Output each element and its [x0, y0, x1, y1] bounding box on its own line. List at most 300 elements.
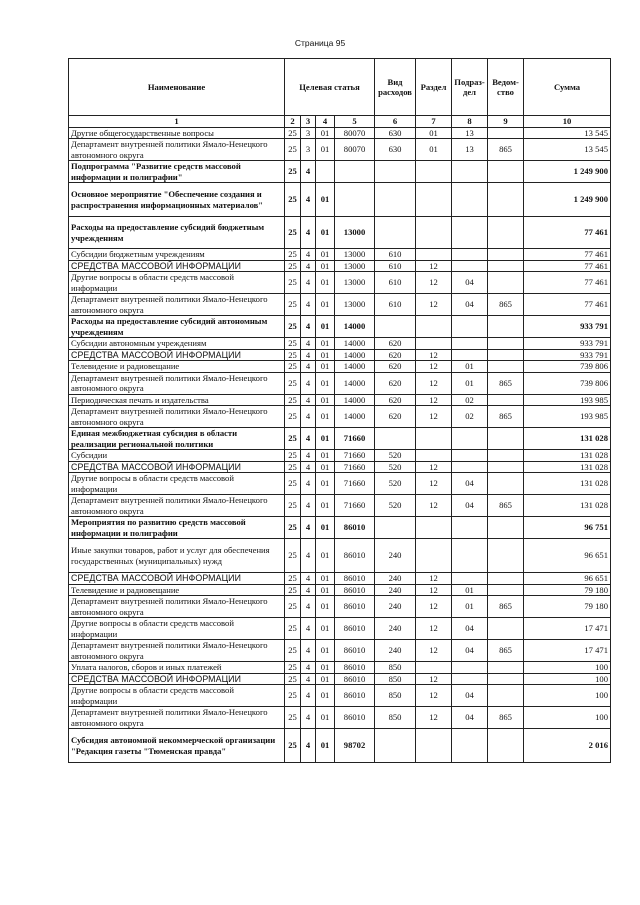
page-number-header: Страница 95 [294, 38, 346, 48]
cell-amount: 77 461 [524, 272, 611, 294]
cell-subprogram: 4 [301, 573, 316, 585]
cell-program: 25 [285, 461, 301, 473]
cell-subprogram: 4 [301, 338, 316, 350]
cell-section [416, 729, 452, 763]
cell-subprogram: 4 [301, 316, 316, 338]
cell-department [488, 183, 524, 217]
cell-section: 12 [416, 707, 452, 729]
cell-subsection: 02 [452, 394, 488, 406]
cell-subprogram: 4 [301, 428, 316, 450]
column-number: 8 [452, 116, 488, 128]
cell-expense-type: 620 [375, 349, 416, 361]
cell-expense-type: 610 [375, 249, 416, 261]
cell-name: Департамент внутренней политики Ямало-Ненецкого автономного округа [69, 707, 285, 729]
cell-direction: 71660 [335, 428, 375, 450]
cell-subsection: 04 [452, 495, 488, 517]
cell-expense-type: 610 [375, 272, 416, 294]
table-row [69, 338, 611, 350]
cell-department [488, 349, 524, 361]
cell-department [488, 729, 524, 763]
cell-subprogram: 4 [301, 394, 316, 406]
cell-program: 25 [285, 272, 301, 294]
cell-main-activity: 01 [316, 539, 335, 573]
cell-section [416, 662, 452, 674]
cell-section [416, 249, 452, 261]
cell-name: Мероприятия по развитию средств массовой информации и полиграфии [69, 517, 285, 539]
column-number: 9 [488, 116, 524, 128]
cell-name: СРЕДСТВА МАССОВОЙ ИНФОРМАЦИИ [69, 461, 285, 473]
cell-amount: 193 985 [524, 394, 611, 406]
cell-amount: 77 461 [524, 260, 611, 272]
cell-amount: 17 471 [524, 618, 611, 640]
cell-program: 25 [285, 584, 301, 596]
cell-subsection: 01 [452, 596, 488, 618]
table-row [69, 618, 611, 640]
cell-program: 25 [285, 161, 301, 183]
cell-expense-type: 240 [375, 618, 416, 640]
table-row [69, 539, 611, 573]
cell-main-activity: 01 [316, 707, 335, 729]
cell-direction [335, 161, 375, 183]
cell-amount: 131 028 [524, 461, 611, 473]
cell-program: 25 [285, 316, 301, 338]
cell-direction: 71660 [335, 473, 375, 495]
column-number: 3 [301, 116, 316, 128]
cell-expense-type [375, 316, 416, 338]
cell-name: Периодическая печать и издательства [69, 394, 285, 406]
cell-department: 865 [488, 139, 524, 161]
table-row [69, 260, 611, 272]
cell-program: 25 [285, 428, 301, 450]
cell-amount: 933 791 [524, 316, 611, 338]
table-header-row [69, 59, 611, 116]
cell-main-activity: 01 [316, 685, 335, 707]
cell-name: Подпрограмма "Развитие средств массовой информации и полиграфии" [69, 161, 285, 183]
cell-name: Другие вопросы в области средств массовой информации [69, 685, 285, 707]
cell-amount: 17 471 [524, 640, 611, 662]
cell-direction: 13000 [335, 260, 375, 272]
cell-amount: 1 249 900 [524, 183, 611, 217]
column-number: 10 [524, 116, 611, 128]
cell-expense-type: 850 [375, 673, 416, 685]
cell-main-activity: 01 [316, 349, 335, 361]
cell-program: 25 [285, 361, 301, 373]
cell-department [488, 428, 524, 450]
cell-department [488, 127, 524, 139]
cell-subsection [452, 729, 488, 763]
cell-program: 25 [285, 127, 301, 139]
cell-name: Департамент внутренней политики Ямало-Ненецкого автономного округа [69, 139, 285, 161]
cell-subprogram: 4 [301, 662, 316, 674]
header-amount: Сумма [524, 59, 611, 116]
table-row [69, 596, 611, 618]
cell-name: Телевидение и радиовещание [69, 361, 285, 373]
table-row [69, 183, 611, 217]
cell-amount: 13 545 [524, 127, 611, 139]
cell-subsection [452, 349, 488, 361]
cell-expense-type: 620 [375, 372, 416, 394]
cell-name: Расходы на предоставление субсидий автономным учреждениям [69, 316, 285, 338]
cell-subprogram: 4 [301, 450, 316, 462]
cell-main-activity: 01 [316, 584, 335, 596]
cell-subprogram: 4 [301, 349, 316, 361]
column-number: 5 [335, 116, 375, 128]
cell-name: СРЕДСТВА МАССОВОЙ ИНФОРМАЦИИ [69, 349, 285, 361]
table-row [69, 707, 611, 729]
cell-direction: 86010 [335, 707, 375, 729]
cell-expense-type: 620 [375, 361, 416, 373]
budget-table-body [69, 127, 611, 763]
cell-main-activity: 01 [316, 517, 335, 539]
cell-subsection: 01 [452, 584, 488, 596]
cell-department: 865 [488, 640, 524, 662]
cell-amount: 739 806 [524, 361, 611, 373]
cell-section [416, 539, 452, 573]
header-department: Ведом-ство [488, 59, 524, 116]
cell-main-activity: 01 [316, 450, 335, 462]
cell-subsection [452, 450, 488, 462]
cell-expense-type: 240 [375, 573, 416, 585]
cell-subsection [452, 249, 488, 261]
cell-subsection: 01 [452, 372, 488, 394]
cell-section: 12 [416, 473, 452, 495]
cell-amount: 96 651 [524, 539, 611, 573]
cell-department: 865 [488, 596, 524, 618]
cell-amount: 131 028 [524, 428, 611, 450]
cell-section: 12 [416, 640, 452, 662]
cell-name: Иные закупки товаров, работ и услуг для обеспечения государственных (муниципальных) нужд [69, 539, 285, 573]
cell-amount: 2 016 [524, 729, 611, 763]
cell-department [488, 573, 524, 585]
cell-direction: 86010 [335, 640, 375, 662]
cell-amount: 96 751 [524, 517, 611, 539]
cell-name: СРЕДСТВА МАССОВОЙ ИНФОРМАЦИИ [69, 573, 285, 585]
cell-subsection: 01 [452, 361, 488, 373]
cell-subsection [452, 673, 488, 685]
cell-department [488, 539, 524, 573]
cell-name: Другие общегосударственные вопросы [69, 127, 285, 139]
cell-expense-type: 620 [375, 394, 416, 406]
cell-program: 25 [285, 539, 301, 573]
cell-direction [335, 183, 375, 217]
cell-name: Департамент внутренней политики Ямало-Ненецкого автономного округа [69, 640, 285, 662]
cell-direction: 14000 [335, 394, 375, 406]
cell-department: 865 [488, 294, 524, 316]
cell-subsection: 04 [452, 640, 488, 662]
table-row [69, 450, 611, 462]
cell-amount: 96 651 [524, 573, 611, 585]
cell-expense-type: 520 [375, 450, 416, 462]
cell-department [488, 338, 524, 350]
cell-amount: 79 180 [524, 596, 611, 618]
cell-department [488, 272, 524, 294]
cell-department [488, 260, 524, 272]
cell-main-activity: 01 [316, 596, 335, 618]
cell-program: 25 [285, 473, 301, 495]
column-number: 2 [285, 116, 301, 128]
cell-expense-type [375, 161, 416, 183]
cell-amount: 131 028 [524, 450, 611, 462]
cell-subsection: 13 [452, 139, 488, 161]
cell-amount: 100 [524, 673, 611, 685]
column-number: 6 [375, 116, 416, 128]
cell-department [488, 361, 524, 373]
cell-section: 12 [416, 394, 452, 406]
cell-section: 12 [416, 596, 452, 618]
cell-subprogram: 4 [301, 584, 316, 596]
cell-section: 12 [416, 260, 452, 272]
cell-section: 01 [416, 139, 452, 161]
cell-expense-type [375, 729, 416, 763]
cell-subsection [452, 217, 488, 249]
cell-section: 12 [416, 573, 452, 585]
cell-amount: 933 791 [524, 338, 611, 350]
cell-expense-type: 240 [375, 596, 416, 618]
cell-direction: 14000 [335, 316, 375, 338]
cell-department [488, 618, 524, 640]
cell-main-activity: 01 [316, 260, 335, 272]
cell-program: 25 [285, 394, 301, 406]
cell-subprogram: 4 [301, 729, 316, 763]
cell-amount: 933 791 [524, 349, 611, 361]
table-row [69, 662, 611, 674]
cell-subprogram: 4 [301, 294, 316, 316]
column-number-row [69, 116, 611, 128]
cell-direction: 71660 [335, 461, 375, 473]
cell-department [488, 461, 524, 473]
cell-subsection [452, 260, 488, 272]
cell-department [488, 685, 524, 707]
cell-subprogram: 4 [301, 473, 316, 495]
cell-direction: 13000 [335, 249, 375, 261]
cell-main-activity: 01 [316, 673, 335, 685]
cell-name: Департамент внутренней политики Ямало-Ненецкого автономного округа [69, 294, 285, 316]
cell-subprogram: 4 [301, 217, 316, 249]
cell-name: Другие вопросы в области средств массовой информации [69, 618, 285, 640]
table-row [69, 127, 611, 139]
table-row [69, 473, 611, 495]
cell-section: 12 [416, 495, 452, 517]
cell-main-activity: 01 [316, 127, 335, 139]
cell-amount: 100 [524, 662, 611, 674]
cell-subprogram: 4 [301, 618, 316, 640]
cell-subprogram: 3 [301, 127, 316, 139]
cell-subsection: 13 [452, 127, 488, 139]
cell-department: 865 [488, 372, 524, 394]
table-row [69, 394, 611, 406]
cell-section [416, 183, 452, 217]
cell-subsection: 04 [452, 707, 488, 729]
cell-section [416, 338, 452, 350]
table-row [69, 685, 611, 707]
cell-program: 25 [285, 729, 301, 763]
cell-direction: 86010 [335, 573, 375, 585]
cell-subprogram: 4 [301, 161, 316, 183]
table-row [69, 372, 611, 394]
cell-expense-type [375, 517, 416, 539]
cell-name: Субсидия автономной некоммерческой организации "Редакция газеты "Тюменская правда" [69, 729, 285, 763]
cell-direction: 71660 [335, 450, 375, 462]
cell-expense-type: 240 [375, 584, 416, 596]
cell-direction: 14000 [335, 338, 375, 350]
cell-section: 12 [416, 584, 452, 596]
cell-main-activity: 01 [316, 495, 335, 517]
cell-main-activity: 01 [316, 729, 335, 763]
cell-subprogram: 4 [301, 539, 316, 573]
cell-main-activity [316, 161, 335, 183]
cell-section [416, 161, 452, 183]
cell-program: 25 [285, 260, 301, 272]
cell-department [488, 584, 524, 596]
table-row [69, 161, 611, 183]
cell-name: Другие вопросы в области средств массовой информации [69, 473, 285, 495]
cell-subsection [452, 662, 488, 674]
cell-subprogram: 3 [301, 139, 316, 161]
cell-direction: 14000 [335, 361, 375, 373]
table-row [69, 729, 611, 763]
cell-direction: 86010 [335, 618, 375, 640]
cell-direction: 86010 [335, 539, 375, 573]
column-number: 1 [69, 116, 285, 128]
header-subsection: Подраз-дел [452, 59, 488, 116]
cell-direction: 86010 [335, 662, 375, 674]
cell-direction: 86010 [335, 673, 375, 685]
cell-main-activity: 01 [316, 573, 335, 585]
cell-subsection [452, 461, 488, 473]
cell-subsection: 04 [452, 618, 488, 640]
cell-amount: 739 806 [524, 372, 611, 394]
cell-expense-type: 520 [375, 473, 416, 495]
cell-expense-type [375, 217, 416, 249]
cell-name: СРЕДСТВА МАССОВОЙ ИНФОРМАЦИИ [69, 260, 285, 272]
cell-subsection: 04 [452, 685, 488, 707]
cell-subprogram: 4 [301, 707, 316, 729]
cell-section [416, 217, 452, 249]
cell-name: Телевидение и радиовещание [69, 584, 285, 596]
cell-program: 25 [285, 139, 301, 161]
cell-name: Другие вопросы в области средств массовой информации [69, 272, 285, 294]
cell-name: Уплата налогов, сборов и иных платежей [69, 662, 285, 674]
cell-main-activity: 01 [316, 294, 335, 316]
cell-section: 12 [416, 406, 452, 428]
table-row [69, 249, 611, 261]
cell-department [488, 316, 524, 338]
cell-amount: 77 461 [524, 249, 611, 261]
cell-program: 25 [285, 294, 301, 316]
cell-program: 25 [285, 685, 301, 707]
cell-name: Расходы на предоставление субсидий бюджетным учреждениям [69, 217, 285, 249]
cell-department [488, 662, 524, 674]
cell-department: 865 [488, 707, 524, 729]
header-section: Раздел [416, 59, 452, 116]
cell-subsection [452, 517, 488, 539]
cell-amount: 1 249 900 [524, 161, 611, 183]
cell-department [488, 450, 524, 462]
cell-subsection [452, 161, 488, 183]
cell-section [416, 428, 452, 450]
cell-subprogram: 4 [301, 673, 316, 685]
cell-subprogram: 4 [301, 406, 316, 428]
cell-subsection [452, 428, 488, 450]
cell-program: 25 [285, 495, 301, 517]
cell-main-activity: 01 [316, 461, 335, 473]
cell-subsection [452, 573, 488, 585]
cell-direction: 71660 [335, 495, 375, 517]
cell-section [416, 316, 452, 338]
cell-main-activity: 01 [316, 640, 335, 662]
cell-program: 25 [285, 406, 301, 428]
cell-name: Основное мероприятие "Обеспечение создания и распространения информационных материалов" [69, 183, 285, 217]
cell-section [416, 517, 452, 539]
cell-direction: 86010 [335, 685, 375, 707]
column-number: 4 [316, 116, 335, 128]
table-row [69, 461, 611, 473]
cell-department [488, 217, 524, 249]
cell-expense-type: 240 [375, 640, 416, 662]
table-row [69, 349, 611, 361]
cell-program: 25 [285, 573, 301, 585]
cell-section: 12 [416, 673, 452, 685]
cell-department [488, 517, 524, 539]
table-row [69, 294, 611, 316]
cell-section: 12 [416, 618, 452, 640]
table-row [69, 139, 611, 161]
budget-table [68, 58, 611, 763]
cell-name: Единая межбюджетная субсидия в области реализации региональной политики [69, 428, 285, 450]
cell-subprogram: 4 [301, 685, 316, 707]
cell-expense-type [375, 428, 416, 450]
cell-subsection [452, 316, 488, 338]
table-row [69, 584, 611, 596]
cell-name: Департамент внутренней политики Ямало-Ненецкого автономного округа [69, 596, 285, 618]
cell-amount: 77 461 [524, 217, 611, 249]
cell-subprogram: 4 [301, 372, 316, 394]
cell-expense-type: 850 [375, 707, 416, 729]
table-row [69, 428, 611, 450]
cell-section: 01 [416, 127, 452, 139]
cell-direction: 86010 [335, 584, 375, 596]
cell-amount: 13 545 [524, 139, 611, 161]
header-target-article: Целевая статья [285, 59, 375, 116]
cell-program: 25 [285, 618, 301, 640]
cell-name: Департамент внутренней политики Ямало-Ненецкого автономного округа [69, 372, 285, 394]
table-row [69, 406, 611, 428]
cell-name: Департамент внутренней политики Ямало-Ненецкого автономного округа [69, 495, 285, 517]
cell-program: 25 [285, 249, 301, 261]
cell-amount: 131 028 [524, 473, 611, 495]
cell-main-activity: 01 [316, 406, 335, 428]
cell-main-activity: 01 [316, 394, 335, 406]
cell-subprogram: 4 [301, 517, 316, 539]
header-name: Наименование [69, 59, 285, 116]
header-expense-type: Вид расходов [375, 59, 416, 116]
cell-direction: 14000 [335, 372, 375, 394]
cell-main-activity: 01 [316, 361, 335, 373]
cell-department [488, 473, 524, 495]
cell-subprogram: 4 [301, 249, 316, 261]
table-row [69, 361, 611, 373]
cell-main-activity: 01 [316, 183, 335, 217]
table-row [69, 316, 611, 338]
cell-department: 865 [488, 406, 524, 428]
cell-expense-type: 520 [375, 495, 416, 517]
cell-amount: 77 461 [524, 294, 611, 316]
cell-main-activity: 01 [316, 217, 335, 249]
cell-direction: 98702 [335, 729, 375, 763]
cell-amount: 131 028 [524, 495, 611, 517]
cell-subprogram: 4 [301, 596, 316, 618]
cell-main-activity: 01 [316, 338, 335, 350]
